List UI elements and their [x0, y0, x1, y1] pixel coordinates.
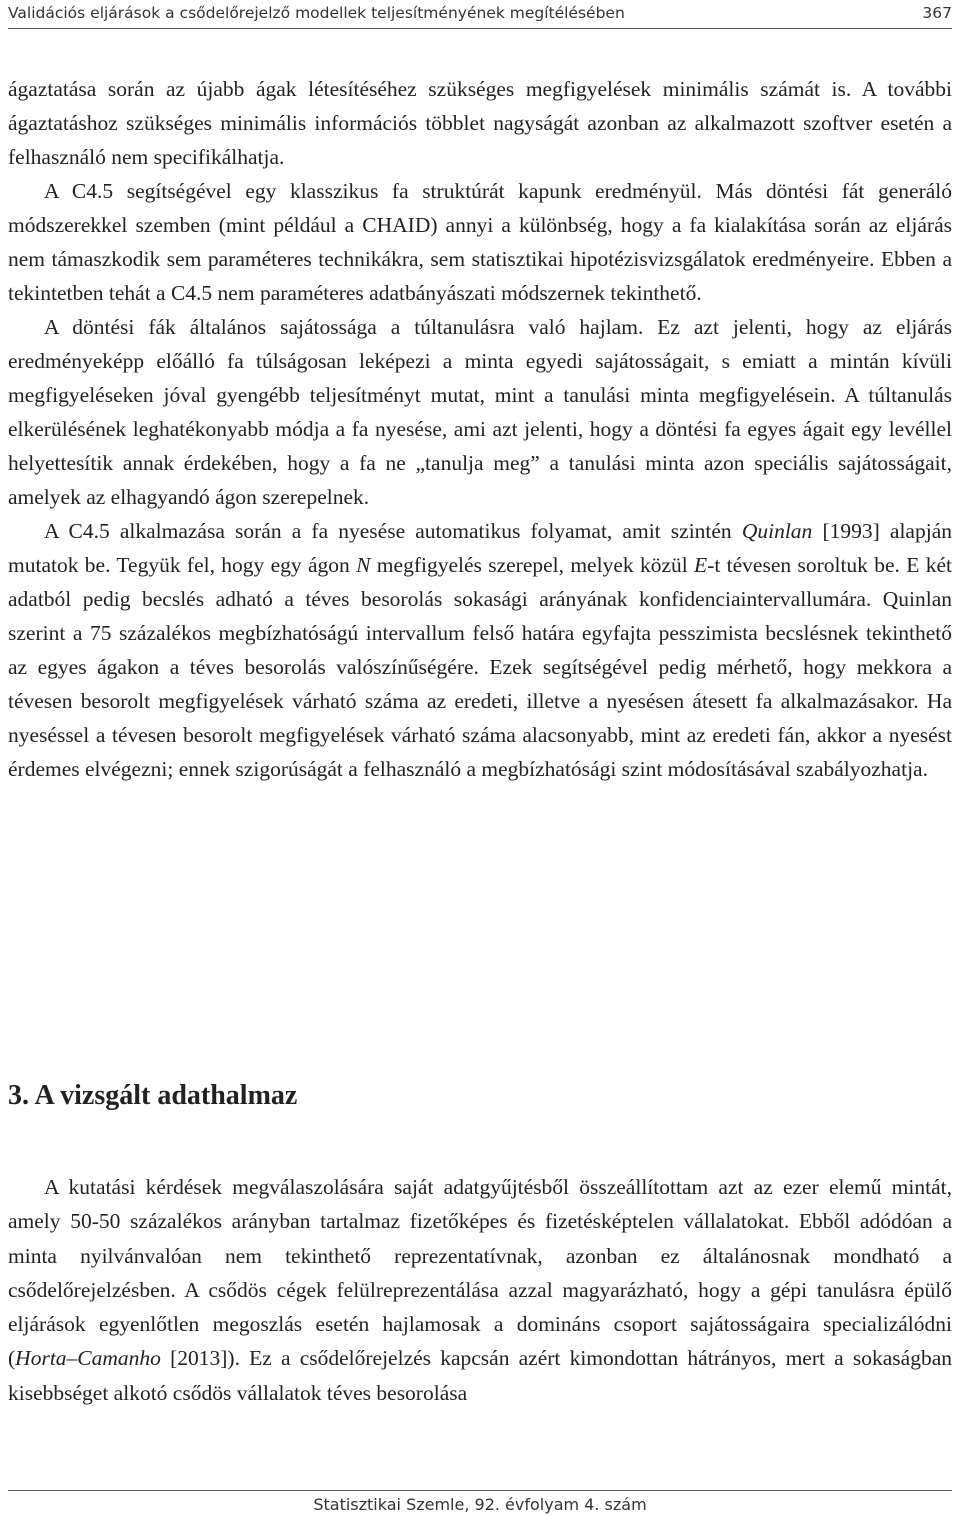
section-text-2: [2013]). Ez a csődelőrejelzés kapcsán azért kimondottan hátrányos, mert a sokaságban kisebbséget alkotó csődös vállalatok téves besorolása [8, 1346, 952, 1405]
paragraph-3-text-3: megfigyelés szerepel, melyek közül [370, 553, 695, 577]
page-number: 367 [922, 4, 952, 22]
section-paragraph [8, 1170, 952, 1410]
paragraph-1b: A C4.5 segítségével egy klasszikus fa struktúrát kapunk eredményül. Más döntési fát generáló módszerekkel szemben (mint például a CHAID) annyi a különbség, hogy a fa kialakítása során az eljárás nem támaszkodik sem paraméteres technikákra, sem statisztikai hipotézisvizsgálatok eredményeire. Ebben a tekintetben tehát a C4.5 nem paraméteres adatbányászati módszernek tekinthető. [8, 179, 952, 305]
citation-horta-camanho: Horta–Camanho [15, 1346, 161, 1371]
section-heading: 3. A vizsgált adathalmaz [8, 1080, 298, 1111]
running-title: Validációs eljárások a csődelőrejelző modellek teljesítményének megítélésében [8, 4, 625, 22]
section-text [8, 1170, 952, 1410]
journal-info: Statisztikai Szemle, 92. évfolyam 4. szám [313, 1495, 647, 1514]
paragraph-3 [8, 514, 952, 786]
citation-quinlan: Quinlan [741, 519, 813, 543]
paragraph-1a: ágaztatása során az újabb ágak létesítéséhez szükséges megfigyelések minimális számát is. A további ágaztatáshoz szükséges minimális információs többlet nagyságát azonban az alkalmazott szoftver esetén a felhasználó nem specifikálhatja. [8, 77, 952, 169]
running-footer [8, 1490, 952, 1522]
body-text [8, 72, 952, 786]
running-header [8, 0, 952, 29]
section-text-1: A kutatási kérdések megválaszolására saját adatgyűjtésből összeállítottam azt az ezer elemű mintát, amely 50-50 százalékos arányban tartalmaz fizetőképes és fizetésképtelen vállalatokat. Ebből adódóan a minta nyilvánvalóan nem tekinthető reprezentatívnak, azonban ez általánosnak mondható a csődelőrejelzésben. A csődös cégek felülreprezentálása azzal magyarázható, hogy a gépi tanulásra épülő eljárások egyenlőtlen megoszlás esetén hajlamosak a domináns csoport sajátosságaira specializálódni ( [8, 1175, 952, 1371]
paragraph-3-text-2: [1993] alapján mutatok be. Tegyük fel, hogy egy ágon [8, 519, 952, 577]
variable-e: E [694, 553, 708, 577]
paragraph-3-text-1: A C4.5 alkalmazása során a fa nyesése automatikus folyamat, amit szintén [44, 519, 742, 543]
paragraph-3-text-4: -t tévesen soroltuk be. E két adatból pedig becslés adható a téves besorolás sokasági arányának konfidenciaintervallumára. Quinlan szerint a 75 százalékos megbízhatóságú intervallum felső határa egyfajta pesszimista becslésnek tekinthető az egyes ágakon a téves besorolás valószínűségére. Ezek segítségével pedig mérhető, hogy mekkora a tévesen besorolt megfigyelések várható száma az eredeti, illetve a nyesésen átesett fa alkalmazásakor. Ha nyeséssel a tévesen besorolt megfigyelések várható száma alacsonyabb, mint az eredeti fán, akkor a nyesést érdemes elvégezni; ennek szigorúságát a felhasználó a megbízhatósági szint módosításával szabályozhatja. [8, 553, 952, 781]
paragraph-2: A döntési fák általános sajátossága a túltanulásra való hajlam. Ez azt jelenti, hogy az eljárás eredményeképp előálló fa túlságosan leképezi a minta egyedi sajátosságait, s emiatt a mintán kívüli megfigyeléseken jóval gyengébb teljesítményt mutat, mint a tanulási minta megfigyelésein. A túltanulás elkerülésének leghatékonyabb módja a fa nyesése, ami azt jelenti, hogy a döntési fa egyes ágait egy levéllel helyettesítik annak érdekében, hogy a fa ne „tanulja meg” a tanulási minta azon speciális sajátosságait, amelyek az elhagyandó ágon szerepelnek. [8, 315, 952, 509]
variable-n: N [356, 553, 371, 577]
